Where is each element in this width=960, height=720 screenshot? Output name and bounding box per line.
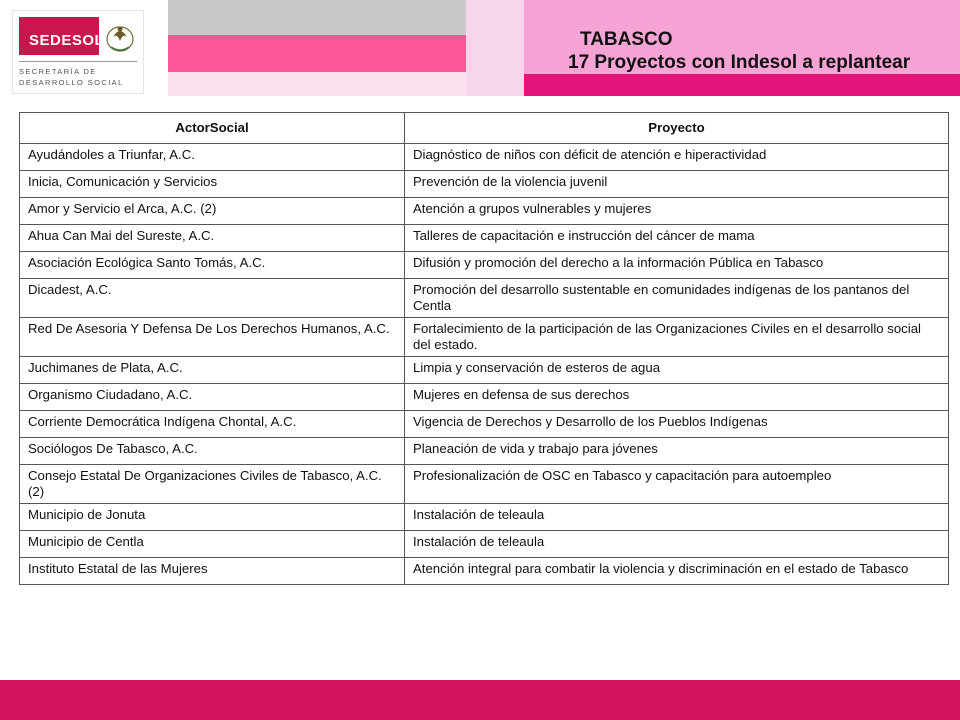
table-row xyxy=(20,252,949,279)
logo-divider xyxy=(19,61,137,62)
actor-cell: Juchimanes de Plata, A.C. xyxy=(20,357,405,384)
actor-cell: Instituto Estatal de las Mujeres xyxy=(20,558,405,585)
page-title: TABASCO xyxy=(580,29,673,50)
actor-cell: Amor y Servicio el Arca, A.C. (2) xyxy=(20,198,405,225)
project-cell: Atención a grupos vulnerables y mujeres xyxy=(405,198,949,225)
logo-subtitle-2: DESARROLLO SOCIAL xyxy=(19,78,124,87)
project-cell: Mujeres en defensa de sus derechos xyxy=(405,384,949,411)
table-row xyxy=(20,144,949,171)
project-cell: Difusión y promoción del derecho a la información Pública en Tabasco xyxy=(405,252,949,279)
actor-cell: Sociólogos De Tabasco, A.C. xyxy=(20,438,405,465)
coat-of-arms-icon xyxy=(103,17,137,55)
header-block-pink xyxy=(168,35,466,72)
table-header-row xyxy=(20,113,949,144)
table-row xyxy=(20,318,949,357)
actor-cell: Consejo Estatal De Organizaciones Civiles de Tabasco, A.C. (2) xyxy=(20,465,405,504)
table-row xyxy=(20,531,949,558)
column-header-project: Proyecto xyxy=(405,113,949,144)
footer-band xyxy=(0,680,960,720)
project-cell: Diagnóstico de niños con déficit de atención e hiperactividad xyxy=(405,144,949,171)
project-cell: Vigencia de Derechos y Desarrollo de los Pueblos Indígenas xyxy=(405,411,949,438)
project-cell: Prevención de la violencia juvenil xyxy=(405,171,949,198)
actor-cell: Ayudándoles a Triunfar, A.C. xyxy=(20,144,405,171)
project-cell: Profesionalización de OSC en Tabasco y capacitación para autoempleo xyxy=(405,465,949,504)
header-block-light-right xyxy=(466,0,524,96)
project-cell: Promoción del desarrollo sustentable en comunidades indígenas de los pantanos del Centla xyxy=(405,279,949,318)
project-cell: Talleres de capacitación e instrucción del cáncer de mama xyxy=(405,225,949,252)
column-header-actor: ActorSocial xyxy=(20,113,405,144)
project-cell: Planeación de vida y trabajo para jóvenes xyxy=(405,438,949,465)
actor-cell: Dicadest, A.C. xyxy=(20,279,405,318)
actor-cell: Municipio de Jonuta xyxy=(20,504,405,531)
actor-cell: Municipio de Centla xyxy=(20,531,405,558)
actor-cell: Organismo Ciudadano, A.C. xyxy=(20,384,405,411)
table-row xyxy=(20,357,949,384)
table-body xyxy=(20,144,949,585)
table-row xyxy=(20,465,949,504)
logo-red-box xyxy=(19,17,105,55)
table-row xyxy=(20,411,949,438)
header-block-gray xyxy=(168,0,466,35)
page-subtitle: 17 Proyectos con Indesol a replantear xyxy=(568,52,911,73)
table-row xyxy=(20,198,949,225)
sedesol-logo xyxy=(12,10,144,94)
actor-cell: Ahua Can Mai del Sureste, A.C. xyxy=(20,225,405,252)
table-row xyxy=(20,384,949,411)
project-cell: Instalación de teleaula xyxy=(405,504,949,531)
header-magenta-band xyxy=(524,74,960,96)
project-cell: Atención integral para combatir la violencia y discriminación en el estado de Tabasco xyxy=(405,558,949,585)
project-cell: Limpia y conservación de esteros de agua xyxy=(405,357,949,384)
projects-table xyxy=(19,112,949,585)
table-row xyxy=(20,558,949,585)
table-row xyxy=(20,438,949,465)
project-cell: Fortalecimiento de la participación de las Organizaciones Civiles en el desarrollo social del estado. xyxy=(405,318,949,357)
actor-cell: Corriente Democrática Indígena Chontal, A.C. xyxy=(20,411,405,438)
logo-subtitle-1: SECRETARÍA DE xyxy=(19,67,97,76)
header-block-light xyxy=(168,72,466,96)
logo-brand: SEDESOL xyxy=(29,32,105,49)
table-row xyxy=(20,279,949,318)
table-row xyxy=(20,171,949,198)
actor-cell: Inicia, Comunicación y Servicios xyxy=(20,171,405,198)
actor-cell: Asociación Ecológica Santo Tomás, A.C. xyxy=(20,252,405,279)
table-row xyxy=(20,504,949,531)
actor-cell: Red De Asesoria Y Defensa De Los Derechos Humanos, A.C. xyxy=(20,318,405,357)
table-row xyxy=(20,225,949,252)
project-cell: Instalación de teleaula xyxy=(405,531,949,558)
